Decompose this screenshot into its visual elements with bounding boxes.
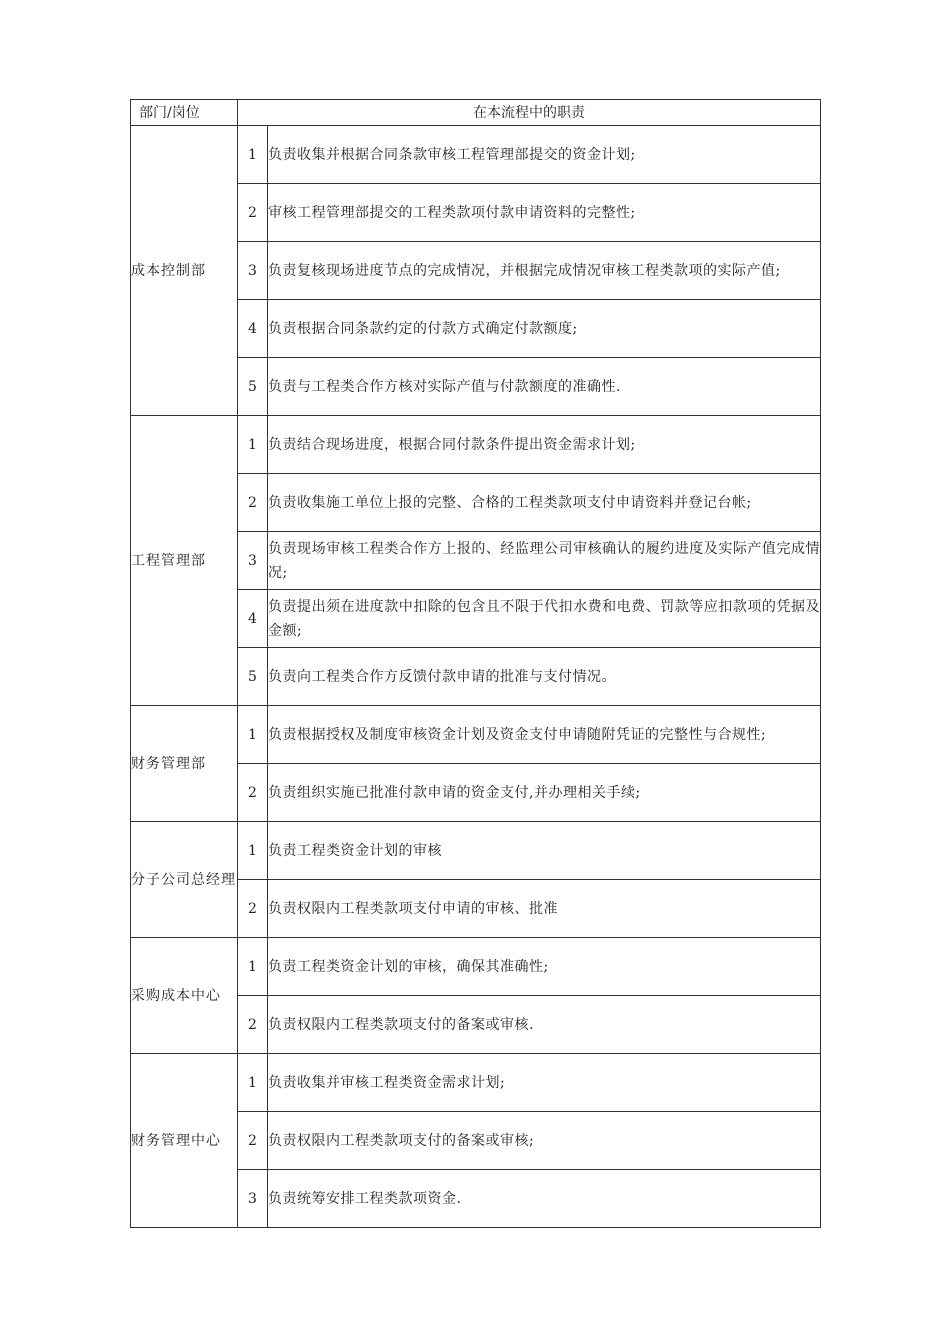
- dept-cell: 分子公司总经理: [131, 822, 238, 938]
- dept-cell: 成本控制部: [131, 126, 238, 416]
- item-number: 2: [238, 996, 268, 1054]
- duty-text: 负责提出须在进度款中扣除的包含且不限于代扣水费和电费、罚款等应扣款项的凭据及金额;: [268, 590, 821, 648]
- dept-cell: 财务管理部: [131, 706, 238, 822]
- table-row: [131, 706, 821, 764]
- dept-cell: 财务管理中心: [131, 1054, 238, 1228]
- duty-text: 负责工程类资金计划的审核，确保其准确性;: [268, 938, 821, 996]
- item-number: 2: [238, 184, 268, 242]
- item-number: 1: [238, 126, 268, 184]
- item-number: 2: [238, 1112, 268, 1170]
- duty-text: 审核工程管理部提交的工程类款项付款申请资料的完整性;: [268, 184, 821, 242]
- table-row: [131, 416, 821, 474]
- item-number: 3: [238, 242, 268, 300]
- item-number: 4: [238, 590, 268, 648]
- duty-text: 负责与工程类合作方核对实际产值与付款额度的准确性.: [268, 358, 821, 416]
- duty-table: [130, 99, 821, 1228]
- duty-text: 负责统筹安排工程类款项资金.: [268, 1170, 821, 1228]
- item-number: 1: [238, 706, 268, 764]
- header-duty: 在本流程中的职责: [238, 100, 821, 126]
- item-number: 5: [238, 648, 268, 706]
- header-dept: 部门/岗位: [131, 100, 238, 126]
- duty-text: 负责收集并审核工程类资金需求计划;: [268, 1054, 821, 1112]
- duty-text: 负责收集施工单位上报的完整、合格的工程类款项支付申请资料并登记台帐;: [268, 474, 821, 532]
- item-number: 1: [238, 1054, 268, 1112]
- duty-text: 负责组织实施已批准付款申请的资金支付,并办理相关手续;: [268, 764, 821, 822]
- duty-text: 负责收集并根据合同条款审核工程管理部提交的资金计划;: [268, 126, 821, 184]
- table-body: [131, 126, 821, 1228]
- table-row: [131, 1054, 821, 1112]
- table-row: [131, 126, 821, 184]
- item-number: 3: [238, 532, 268, 590]
- item-number: 1: [238, 822, 268, 880]
- table-row: [131, 822, 821, 880]
- duty-text: 负责权限内工程类款项支付的备案或审核.: [268, 996, 821, 1054]
- table-row: [131, 938, 821, 996]
- duty-text: 负责工程类资金计划的审核: [268, 822, 821, 880]
- table-header-row: [131, 100, 821, 126]
- item-number: 2: [238, 880, 268, 938]
- duty-text: 负责权限内工程类款项支付的备案或审核;: [268, 1112, 821, 1170]
- item-number: 5: [238, 358, 268, 416]
- item-number: 2: [238, 474, 268, 532]
- item-number: 1: [238, 938, 268, 996]
- duty-text: 负责现场审核工程类合作方上报的、经监理公司审核确认的履约进度及实际产值完成情况;: [268, 532, 821, 590]
- duty-text: 负责向工程类合作方反馈付款申请的批准与支付情况。: [268, 648, 821, 706]
- item-number: 2: [238, 764, 268, 822]
- duty-text: 负责根据授权及制度审核资金计划及资金支付申请随附凭证的完整性与合规性;: [268, 706, 821, 764]
- item-number: 3: [238, 1170, 268, 1228]
- item-number: 4: [238, 300, 268, 358]
- duty-text: 负责复核现场进度节点的完成情况，并根据完成情况审核工程类款项的实际产值;: [268, 242, 821, 300]
- duty-text: 负责权限内工程类款项支付申请的审核、批准: [268, 880, 821, 938]
- duty-text: 负责结合现场进度，根据合同付款条件提出资金需求计划;: [268, 416, 821, 474]
- dept-cell: 工程管理部: [131, 416, 238, 706]
- dept-cell: 采购成本中心: [131, 938, 238, 1054]
- item-number: 1: [238, 416, 268, 474]
- duty-text: 负责根据合同条款约定的付款方式确定付款额度;: [268, 300, 821, 358]
